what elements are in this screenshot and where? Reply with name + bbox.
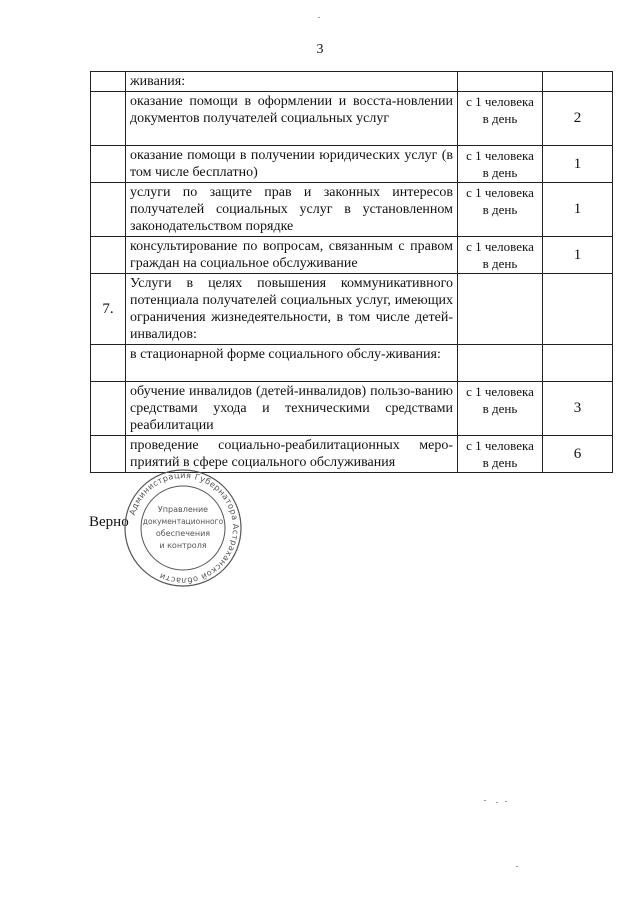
row-number [91,92,126,146]
row-number [91,237,126,274]
scan-speck [484,800,486,801]
row-number [91,436,126,473]
service-value: 1 [543,183,613,237]
scan-speck [516,866,518,867]
table-row [91,436,613,473]
measure-unit: с 1 человека в день [458,436,543,473]
service-name: услуги по защите прав и законных интересов получателей социальных услуг в установленном законодательством порядке [126,183,458,237]
row-number [91,382,126,436]
measure-unit [458,274,543,345]
table-row [91,345,613,382]
stamp-inner-circle [141,486,225,570]
table-row [91,92,613,146]
table-row [91,183,613,237]
measure-unit: с 1 человека в день [458,183,543,237]
stamp-ring-text: Администрация Губернатора Астраханской области [126,469,242,587]
page-number: 3 [316,42,324,57]
stamp-center-line: и контроля [159,541,207,550]
stamp-center-line: Управление [157,505,209,514]
table-row [91,237,613,274]
table-row-section [91,274,613,345]
service-name: оказание помощи в получении юридических услуг (в том числе бесплатно) [126,146,458,183]
service-value [543,345,613,382]
stamp-center-line: документационного [142,517,224,526]
service-value [543,72,613,92]
service-name: живания: [126,72,458,92]
table-row [91,146,613,183]
table-row [91,72,613,92]
scan-speck [496,802,498,803]
measure-unit: с 1 человека в день [458,146,543,183]
service-value [543,274,613,345]
row-number [91,146,126,183]
service-value: 6 [543,436,613,473]
service-value: 3 [543,382,613,436]
official-stamp [118,468,248,588]
services-table [90,71,613,473]
row-number [91,183,126,237]
service-value: 1 [543,237,613,274]
measure-unit: с 1 человека в день [458,92,543,146]
service-value: 1 [543,146,613,183]
scan-speck [318,17,320,18]
service-name: оказание помощи в оформлении и восста-новлении документов получателей социальных услуг [126,92,458,146]
service-name: консультирование по вопросам, связанным с правом граждан на социальное обслуживание [126,237,458,274]
measure-unit [458,345,543,382]
measure-unit [458,72,543,92]
service-name: обучение инвалидов (детей-инвалидов) пользо-ванию средствами ухода и техническими средствами реабилитации [126,382,458,436]
table-row [91,382,613,436]
service-section-title: Услуги в целях повышения коммуникативного потенциала получателей социальных услуг, имеющих ограничения жизнедеятельности, в том числе детей-инвалидов: [126,274,458,345]
service-name: проведение социально-реабилитационных меро-приятий в сфере социального обслуживания [126,436,458,473]
row-number [91,345,126,382]
measure-unit: с 1 человека в день [458,382,543,436]
stamp-center-line: обеспечения [155,529,211,538]
row-number [91,72,126,92]
verno-label: Верно [89,514,129,530]
service-value: 2 [543,92,613,146]
measure-unit: с 1 человека в день [458,237,543,274]
row-number: 7. [91,274,126,345]
service-name: в стационарной форме социального обслу-живания: [126,345,458,382]
scan-speck [505,801,507,802]
